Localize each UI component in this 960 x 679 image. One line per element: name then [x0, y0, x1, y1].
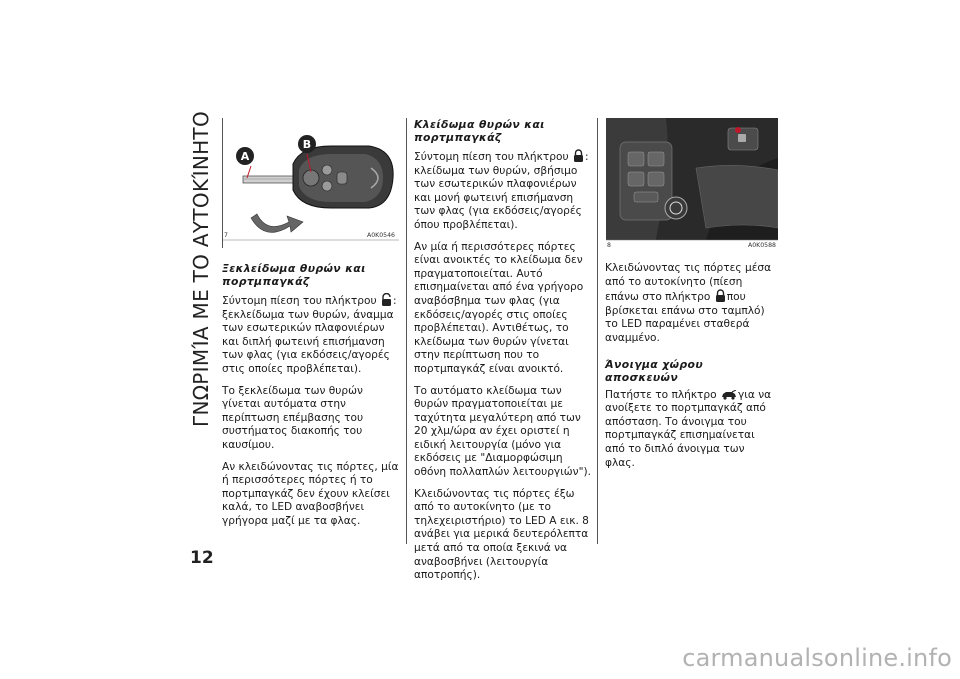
key-remote-illustration — [223, 118, 399, 248]
lock-icon — [573, 149, 584, 162]
figure-7-label-a: A — [240, 150, 250, 163]
chapter-title-text: ΓΝΩΡΙΜΊΑ ΜΕ ΤΟ ΑΥΤΟΚΊΝΗΤΟ — [189, 111, 213, 427]
paragraph-lock-inside — [605, 262, 777, 346]
paragraph-text: Σύντομη πίεση του πλήκτρου — [414, 151, 569, 163]
paragraph-text: : ξεκλείδωμα των θυρών, άναμμα των εσωτερικών πλαφονιέρων και διπλή φωτεινή επισήμανση των φλας (για εκδόσεις/αγορές στις οποίες προβλέπεται). — [222, 295, 397, 375]
paragraph-led-warning: Αν κλειδώνοντας τις πόρτες, μία ή περισσότερες πόρτες ή το πορτμπαγκάζ δεν έχουν κλείσει καλά, το LED αναβοσβήνει γρήγορα μαζί με τα φλας. — [222, 460, 399, 527]
figure-8-number: 8 — [607, 242, 611, 249]
paragraph-text: : κλείδωμα των θυρών, σβήσιμο των εσωτερικών πλαφονιέρων και μονή φωτεινή επισήμανση των φλας (για εκδόσεις/αγορές όπου προβλέπεται). — [414, 151, 589, 231]
heading-unlock-doors: Ξεκλείδωμα θυρών και πορτμπαγκάζ — [222, 262, 366, 288]
unlock-icon — [381, 293, 392, 306]
paragraph-trunk-button — [605, 389, 777, 471]
chapter-title — [188, 111, 214, 427]
paragraph-led-deterrent: Κλειδώνοντας τις πόρτες έξω από το αυτοκίνητο (με το τηλεχειριστήριο) το LED A εικ. 8 ανάβει για μερικά δευτερόλεπτα μετά από τα οποία ξεκινά να αναβοσβήνει (λειτουργία αποτροπής). — [414, 487, 589, 582]
column-divider-1 — [406, 118, 407, 544]
figure-7-code: A0K0546 — [367, 232, 395, 239]
heading-lock-doors: Κλείδωμα θυρών και πορτμπαγκάζ — [414, 118, 545, 144]
page-number: 12 — [190, 548, 214, 568]
paragraph-auto-lock-speed: Το αυτόματο κλείδωμα των θυρών πραγματοποιείται με ταχύτητα μεγαλύτερη από των 20 χλμ/ώρα αν έχει οριστεί η ειδική λειτουργία (μόνο για εκδόσεις με "Διαμορφώσιμη οθόνη πολλαπλών λειτουργιών"). — [414, 384, 591, 479]
paragraph-text: που βρίσκεται επάνω στο ταμπλό) το LED παραμένει σταθερά αναμμένο. — [605, 291, 765, 344]
figure-7-key-remote — [223, 118, 399, 248]
paragraph-auto-unlock: Το ξεκλείδωμα των θυρών γίνεται αυτόματα στην περίπτωση επέμβασης του συστήματος διακοπής του καυσίμου. — [222, 384, 364, 451]
text-column-2 — [414, 118, 594, 591]
figure-8-code: A0K0588 — [748, 242, 776, 249]
column-divider-2 — [597, 118, 598, 544]
lock-icon — [715, 289, 726, 302]
text-column-1 — [222, 262, 400, 537]
paragraph-doors-open: Αν μία ή περισσότερες πόρτες είναι ανοικτές το κλείδωμα δεν πραγματοποιείται. Αυτό επισημαίνεται από ένα γρήγορο αναβόσβημα των φλας (για εκδόσεις/αγορές στις οποίες προβλέπεται). Αντιθέτως, το κλείδωμα των θυρών γίνεται στην περίπτωση που το πορτμπαγκάζ είναι ανοικτό. — [414, 240, 584, 375]
paragraph-text: για να ανοίξετε το πορτμπαγκάζ από απόσταση. Το άνοιγμα του πορτμπαγκάζ επισημαίνεται από το διπλό άνοιγμα των φλας. — [605, 388, 772, 469]
paragraph-unlock-short-press — [222, 293, 400, 377]
paragraph-text: Πατήστε το πλήκτρο — [605, 388, 717, 401]
figure-8-dashboard — [606, 118, 778, 248]
text-column-3 — [605, 262, 777, 478]
rotate-arrow-icon — [251, 214, 303, 232]
figure-7-label-b: B — [302, 138, 312, 151]
figure-7-number: 7 — [224, 232, 228, 239]
heading-trunk-open: Άνοιγμα χώρου αποσκευών — [605, 357, 704, 384]
paragraph-text: Κλειδώνοντας τις πόρτες μέσα από το αυτοκίνητο (πίεση επάνω στο πλήκτρο — [605, 262, 772, 304]
watermark: carmanualsonline.info — [682, 644, 952, 672]
paragraph-lock-short-press — [414, 149, 594, 233]
paragraph-text: Σύντομη πίεση του πλήκτρου — [222, 295, 377, 307]
dashboard-illustration — [606, 118, 778, 248]
trunk-car-icon — [721, 390, 737, 400]
